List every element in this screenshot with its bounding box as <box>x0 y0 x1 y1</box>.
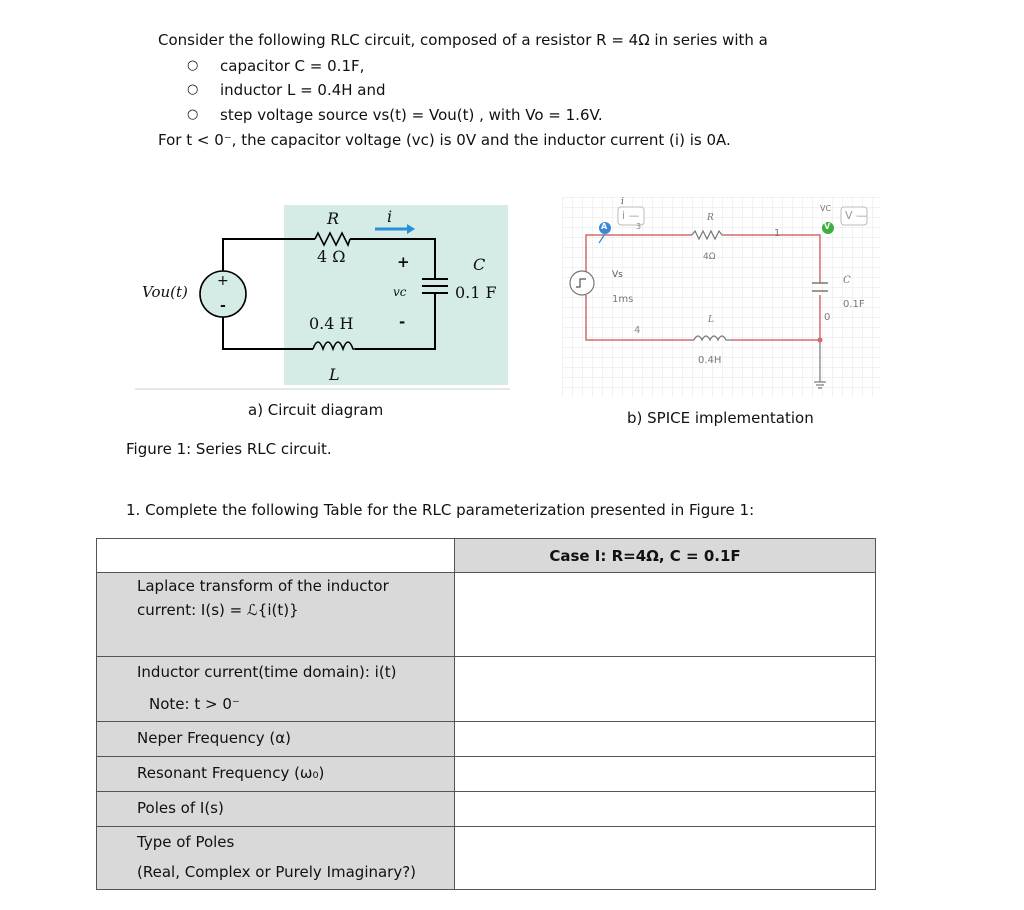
source-label: Vou(t) <box>142 283 188 301</box>
question-text: 1. Complete the following Table for the RLC parameterization presented in Figure 1: <box>126 501 755 519</box>
table-row <box>97 573 876 657</box>
row-label-poles: Poles of I(s) <box>97 792 455 827</box>
source-minus: - <box>220 298 226 314</box>
answer-cell-neper[interactable] <box>455 722 876 757</box>
current-probe-readout: i — <box>622 209 640 222</box>
row-label-laplace: Laplace transform of the inductor current: I(s) = ℒ{i(t)} <box>97 573 455 657</box>
table-header-case: Case I: R=4Ω, C = 0.1F <box>455 539 876 573</box>
diagram-caption: a) Circuit diagram <box>248 401 384 419</box>
spice-schematic <box>562 197 880 397</box>
source-plus: + <box>217 273 229 289</box>
inductor-symbol: L <box>329 365 340 384</box>
capacitor-value: 0.1 F <box>455 283 497 302</box>
answer-cell-current-time[interactable] <box>455 657 876 722</box>
answer-cell-pole-type[interactable] <box>455 827 876 890</box>
spice-capacitor-label: C <box>843 275 851 286</box>
table-row <box>97 827 876 890</box>
vc-symbol: vc <box>393 285 407 299</box>
voltage-probe-readout: V — <box>845 209 868 222</box>
vc-plus: + <box>397 253 410 271</box>
intro-line1: Consider the following RLC circuit, composed of a resistor R = 4Ω in series with a <box>158 31 768 49</box>
resistor-value: 4 Ω <box>317 247 346 266</box>
row-label-current-time: Inductor current(time domain): i(t) Note: t > 0⁻ <box>97 657 455 722</box>
ammeter-probe-icon: A <box>601 222 608 231</box>
resistor-symbol: R <box>327 209 340 228</box>
row-label-pole-type: Type of Poles (Real, Complex or Purely Imaginary?) <box>97 827 455 890</box>
table-header-row <box>97 539 876 573</box>
intro-bullet-2: inductor L = 0.4H and <box>220 81 386 99</box>
bullet-icon: ○ <box>187 58 199 73</box>
intro-initial-conditions: For t < 0⁻, the capacitor voltage (vc) is 0V and the inductor current (i) is 0A. <box>158 131 731 149</box>
bullet-icon: ○ <box>187 107 199 122</box>
spice-current-label: i <box>621 197 624 207</box>
spice-source-label: Vs <box>612 270 623 280</box>
row-label-resonant: Resonant Frequency (ω₀) <box>97 757 455 792</box>
spice-source-time: 1ms <box>612 294 634 305</box>
table-row <box>97 757 876 792</box>
intro-bullet-1: capacitor C = 0.1F, <box>220 57 365 75</box>
spice-node-3: 3 <box>636 222 642 231</box>
table-header-left <box>97 539 455 573</box>
spice-capacitor-value: 0.1F <box>843 299 865 310</box>
row-label-neper: Neper Frequency (α) <box>97 722 455 757</box>
voltmeter-probe-icon: V <box>824 222 831 231</box>
spice-node-4: 4 <box>634 325 641 336</box>
spice-node-0: 0 <box>824 312 831 323</box>
intro-bullet-3: step voltage source vs(t) = Vou(t) , with Vo = 1.6V. <box>220 106 603 124</box>
spice-resistor-value: 4Ω <box>703 252 716 262</box>
circuit-diagram <box>135 195 515 395</box>
spice-vc-label: VC <box>820 204 832 213</box>
answer-cell-poles[interactable] <box>455 792 876 827</box>
parameter-table <box>96 538 876 890</box>
capacitor-symbol: C <box>473 255 486 274</box>
spice-resistor-label: R <box>707 213 714 223</box>
vc-minus: - <box>399 313 406 331</box>
spice-caption: b) SPICE implementation <box>627 409 814 427</box>
bullet-icon: ○ <box>187 82 199 97</box>
spice-inductor-value: 0.4H <box>698 355 722 366</box>
answer-cell-laplace[interactable] <box>455 573 876 657</box>
table-row <box>97 657 876 722</box>
table-row <box>97 792 876 827</box>
current-symbol: i <box>387 207 393 226</box>
spice-inductor-label: L <box>708 315 714 325</box>
spice-node-1: 1 <box>774 228 781 239</box>
answer-cell-resonant[interactable] <box>455 757 876 792</box>
inductor-value: 0.4 H <box>309 314 354 333</box>
figure-caption: Figure 1: Series RLC circuit. <box>126 440 332 458</box>
table-row <box>97 722 876 757</box>
